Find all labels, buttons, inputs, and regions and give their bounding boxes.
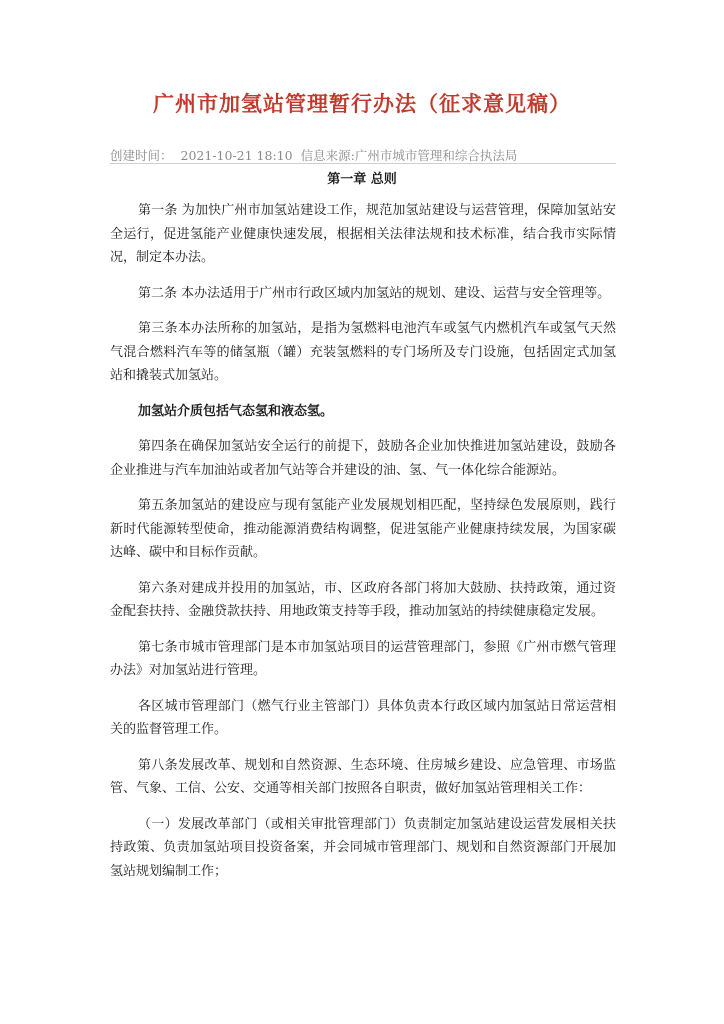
header-divider [110,163,616,164]
article-2: 第二条 本办法适用于广州市行政区域内加氢站的规划、建设、运营与安全管理等。 [138,285,611,301]
hydrogen-medium-note: 加氢站介质包括气态氢和液态氢。 [138,403,334,419]
document-body [110,199,616,895]
article-7-district: 各区城市管理部门（燃气行业主管部门）具体负责本行政区域内加氢站日常运营相关的监督管理工作。 [110,698,616,737]
document-meta [110,146,616,164]
article-8-item-1: （一）发展改革部门（或相关审批管理部门）负责制定加氢站建设运营发展相关扶持政策、负责加氢站项目投资备案，并会同城市管理部门、规划和自然资源部门开展加氢站规划编制工作； [110,816,616,879]
article-8: 第八条发展改革、规划和自然资源、生态环境、住房城乡建设、应急管理、市场监管、气象、工信、公安、交通等相关部门按照各自职责，做好加氢站管理相关工作： [110,757,616,796]
article-6: 第六条对建成并投用的加氢站，市、区政府各部门将加大鼓励、扶持政策，通过资金配套扶持、金融贷款扶持、用地政策支持等手段，推动加氢站的持续健康稳定发展。 [110,580,616,619]
created-time-label: 创建时间： [110,148,173,163]
created-time-value: 2021-10-21 18:10 [180,148,293,163]
article-4: 第四条在确保加氢站安全运行的前提下，鼓励各企业加快推进加氢站建设，鼓励各企业推进与汽车加油站或者加气站等合并建设的油、氢、气一体化综合能源站。 [110,439,616,478]
article-7: 第七条市城市管理部门是本市加氢站项目的运营管理部门，参照《广州市燃气管理办法》对加氢站进行管理。 [110,639,616,678]
info-source-label: 信息来源: [300,148,355,163]
article-1: 第一条 为加快广州市加氢站建设工作，规范加氢站建设与运营管理，保障加氢站安全运行，促进氢能产业健康快速发展，根据相关法律法规和技术标准，结合我市实际情况，制定本办法。 [110,203,616,265]
document-title: 广州市加氢站管理暂行办法（征求意见稿） [153,92,571,116]
info-source-value: 广州市城市管理和综合执法局 [354,148,518,163]
article-5: 第五条加氢站的建设应与现有氢能产业发展规划相匹配，坚持绿色发展原则，践行新时代能源转型使命，推动能源消费结构调整，促进氢能产业健康持续发展，为国家碳达峰、碳中和目标作贡献。 [110,498,616,560]
article-3: 第三条本办法所称的加氢站，是指为氢燃料电池汽车或氢气内燃机汽车或氢气天然气混合燃料汽车等的储氢瓶（罐）充装氢燃料的专门场所及专门设施，包括固定式加氢站和撬装式加氢站。 [110,321,616,383]
chapter-heading: 第一章 总则 [327,172,397,187]
